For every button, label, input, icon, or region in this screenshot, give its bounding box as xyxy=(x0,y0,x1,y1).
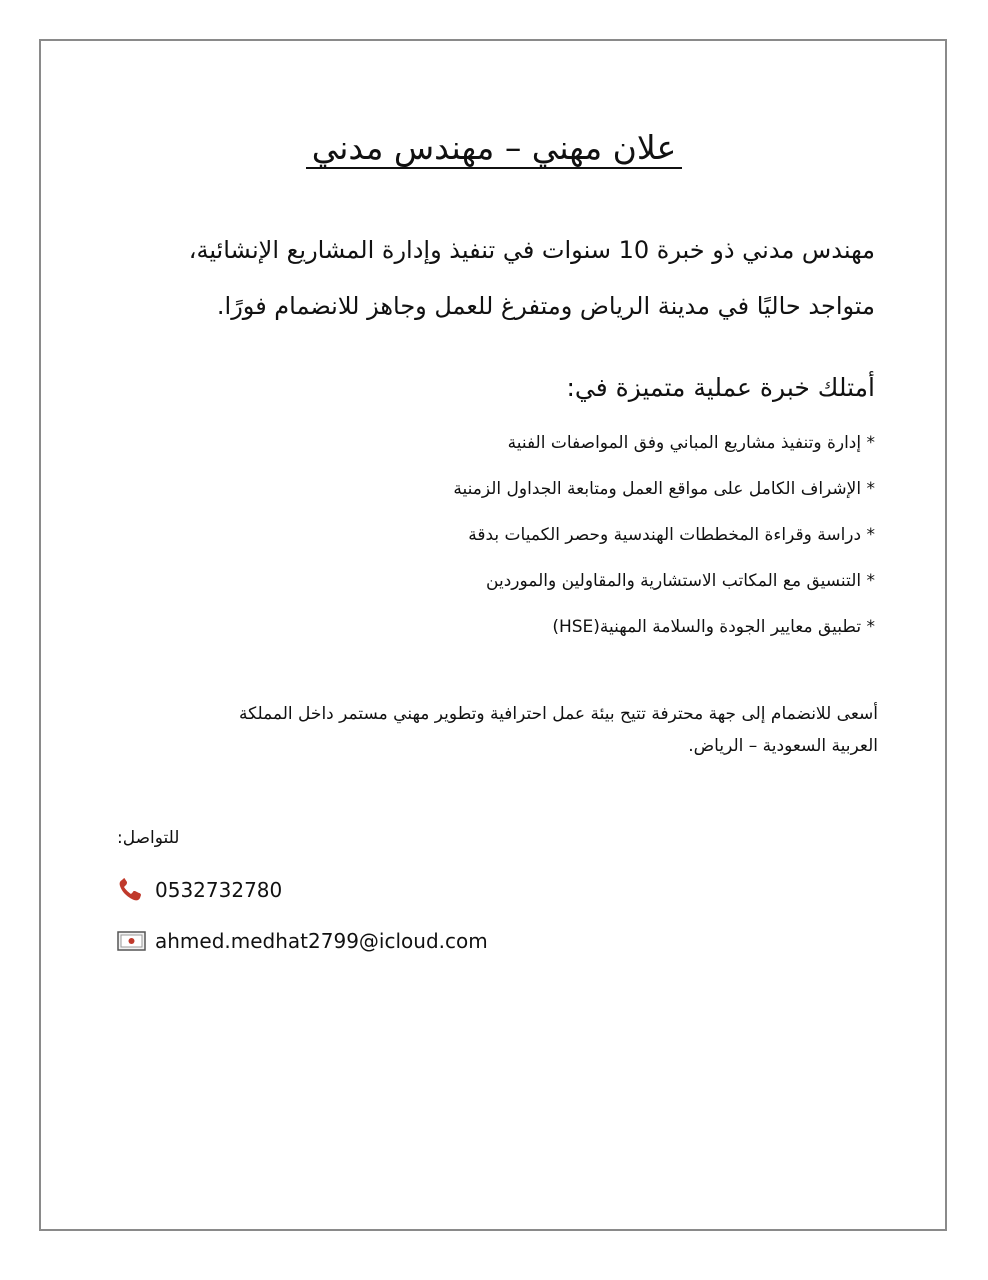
skills-heading: أمتلك خبرة عملية متميزة في: xyxy=(566,373,875,402)
skill-item: * إدارة وتنفيذ مشاريع المباني وفق المواصفات الفنية xyxy=(507,433,875,453)
title-text: علان مهني – مهندس مدني xyxy=(306,128,683,169)
skill-item: * دراسة وقراءة المخططات الهندسية وحصر الكميات بدقة xyxy=(468,525,875,545)
email-address[interactable]: ahmed.medhat2799@icloud.com xyxy=(155,929,488,953)
goal-paragraph xyxy=(116,698,878,762)
goal-line-1: أسعى للانضمام إلى جهة محترفة تتيح بيئة عمل احترافية وتطوير مهني مستمر داخل المملكة xyxy=(238,704,878,724)
contact-label: :للتواصل xyxy=(117,828,180,848)
skill-item: * التنسيق مع المكاتب الاستشارية والمقاولين والموردين xyxy=(486,571,875,591)
phone-icon xyxy=(117,875,149,905)
goal-line-2: العربية السعودية – الرياض. xyxy=(688,736,878,756)
intro-paragraph xyxy=(130,222,875,334)
skill-item: * الإشراف الكامل على مواقع العمل ومتابعة الجداول الزمنية xyxy=(453,479,875,499)
skills-list xyxy=(130,420,875,650)
intro-line-1: مهندس مدني ذو خبرة 10 سنوات في تنفيذ وإدارة المشاريع الإنشائية، xyxy=(188,236,875,264)
page-title xyxy=(0,126,988,170)
contact-email-row[interactable] xyxy=(117,926,488,956)
envelope-icon xyxy=(117,926,149,956)
skill-item: * تطبيق معايير الجودة والسلامة المهنية(HSE) xyxy=(552,617,875,637)
phone-number[interactable]: 0532732780 xyxy=(155,878,283,902)
intro-line-2: متواجد حاليًا في مدينة الرياض ومتفرغ للعمل وجاهز للانضمام فورًا. xyxy=(216,292,875,320)
contact-phone-row[interactable] xyxy=(117,875,282,905)
